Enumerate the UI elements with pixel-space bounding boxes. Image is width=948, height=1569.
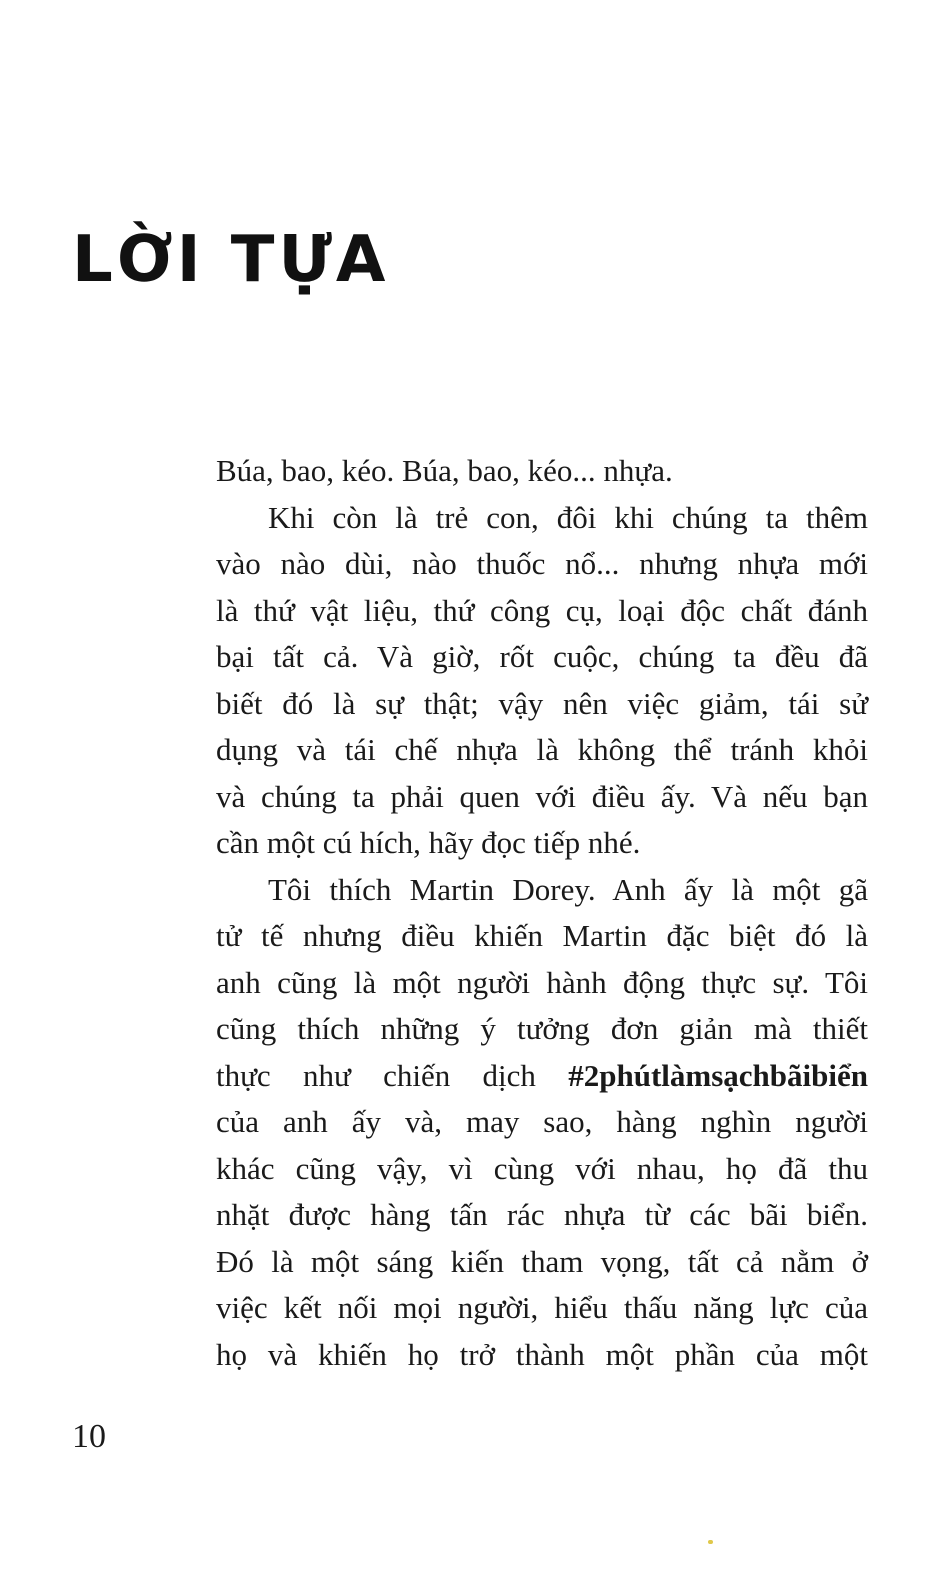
text-line: của anh ấy và, may sao, hàng nghìn người	[216, 1104, 868, 1139]
text-line: Đó là một sáng kiến tham vọng, tất cả nằm ở	[216, 1243, 868, 1279]
text-line: anh cũng là một người hành động thực sự. Tôi	[216, 964, 868, 1000]
paragraph-opening	[216, 448, 868, 495]
paragraph-martin-dorey	[216, 867, 868, 1379]
text-fragment: thực như chiến dịch	[216, 1057, 569, 1093]
text-line: cũng thích những ý tưởng đơn giản mà thiết	[216, 1011, 868, 1046]
text-line: dụng và tái chế nhựa là không thể tránh khỏi	[216, 732, 868, 767]
text-line: vào nào dùi, nào thuốc nổ... nhưng nhựa mới	[216, 546, 868, 581]
text-line: bại tất cả. Và giờ, rốt cuộc, chúng ta đều đã	[216, 639, 868, 674]
text-line: là thứ vật liệu, thứ công cụ, loại độc chất đánh	[216, 592, 868, 628]
text-line: nhặt được hàng tấn rác nhựa từ các bãi biển.	[216, 1197, 868, 1232]
page-number: 10	[72, 1418, 106, 1455]
text-line: Búa, bao, kéo. Búa, bao, kéo... nhựa.	[216, 453, 673, 488]
chapter-title: LỜI TỰA	[72, 223, 390, 297]
campaign-hashtag: #2phútlàmsạchbãibiển	[568, 1057, 868, 1093]
text-line: và chúng ta phải quen với điều ấy. Và nếu bạn	[216, 778, 868, 814]
text-line: họ và khiến họ trở thành một phần của một	[216, 1336, 868, 1372]
text-line: việc kết nối mọi người, hiểu thấu năng lực của	[216, 1290, 868, 1325]
body-text	[216, 448, 868, 1378]
text-line: biết đó là sự thật; vậy nên việc giảm, tái sử	[216, 685, 868, 721]
paragraph-childhood-plastic	[216, 495, 868, 867]
text-line: tử tế nhưng điều khiến Martin đặc biệt đó là	[216, 918, 868, 953]
text-line-with-hashtag	[216, 1053, 868, 1100]
scan-speck	[708, 1540, 713, 1544]
text-line: Tôi thích Martin Dorey. Anh ấy là một gã	[268, 871, 868, 907]
text-line: Khi còn là trẻ con, đôi khi chúng ta thêm	[268, 499, 868, 535]
text-line: khác cũng vậy, vì cùng với nhau, họ đã thu	[216, 1150, 868, 1186]
text-line: cần một cú hích, hãy đọc tiếp nhé.	[216, 825, 641, 860]
